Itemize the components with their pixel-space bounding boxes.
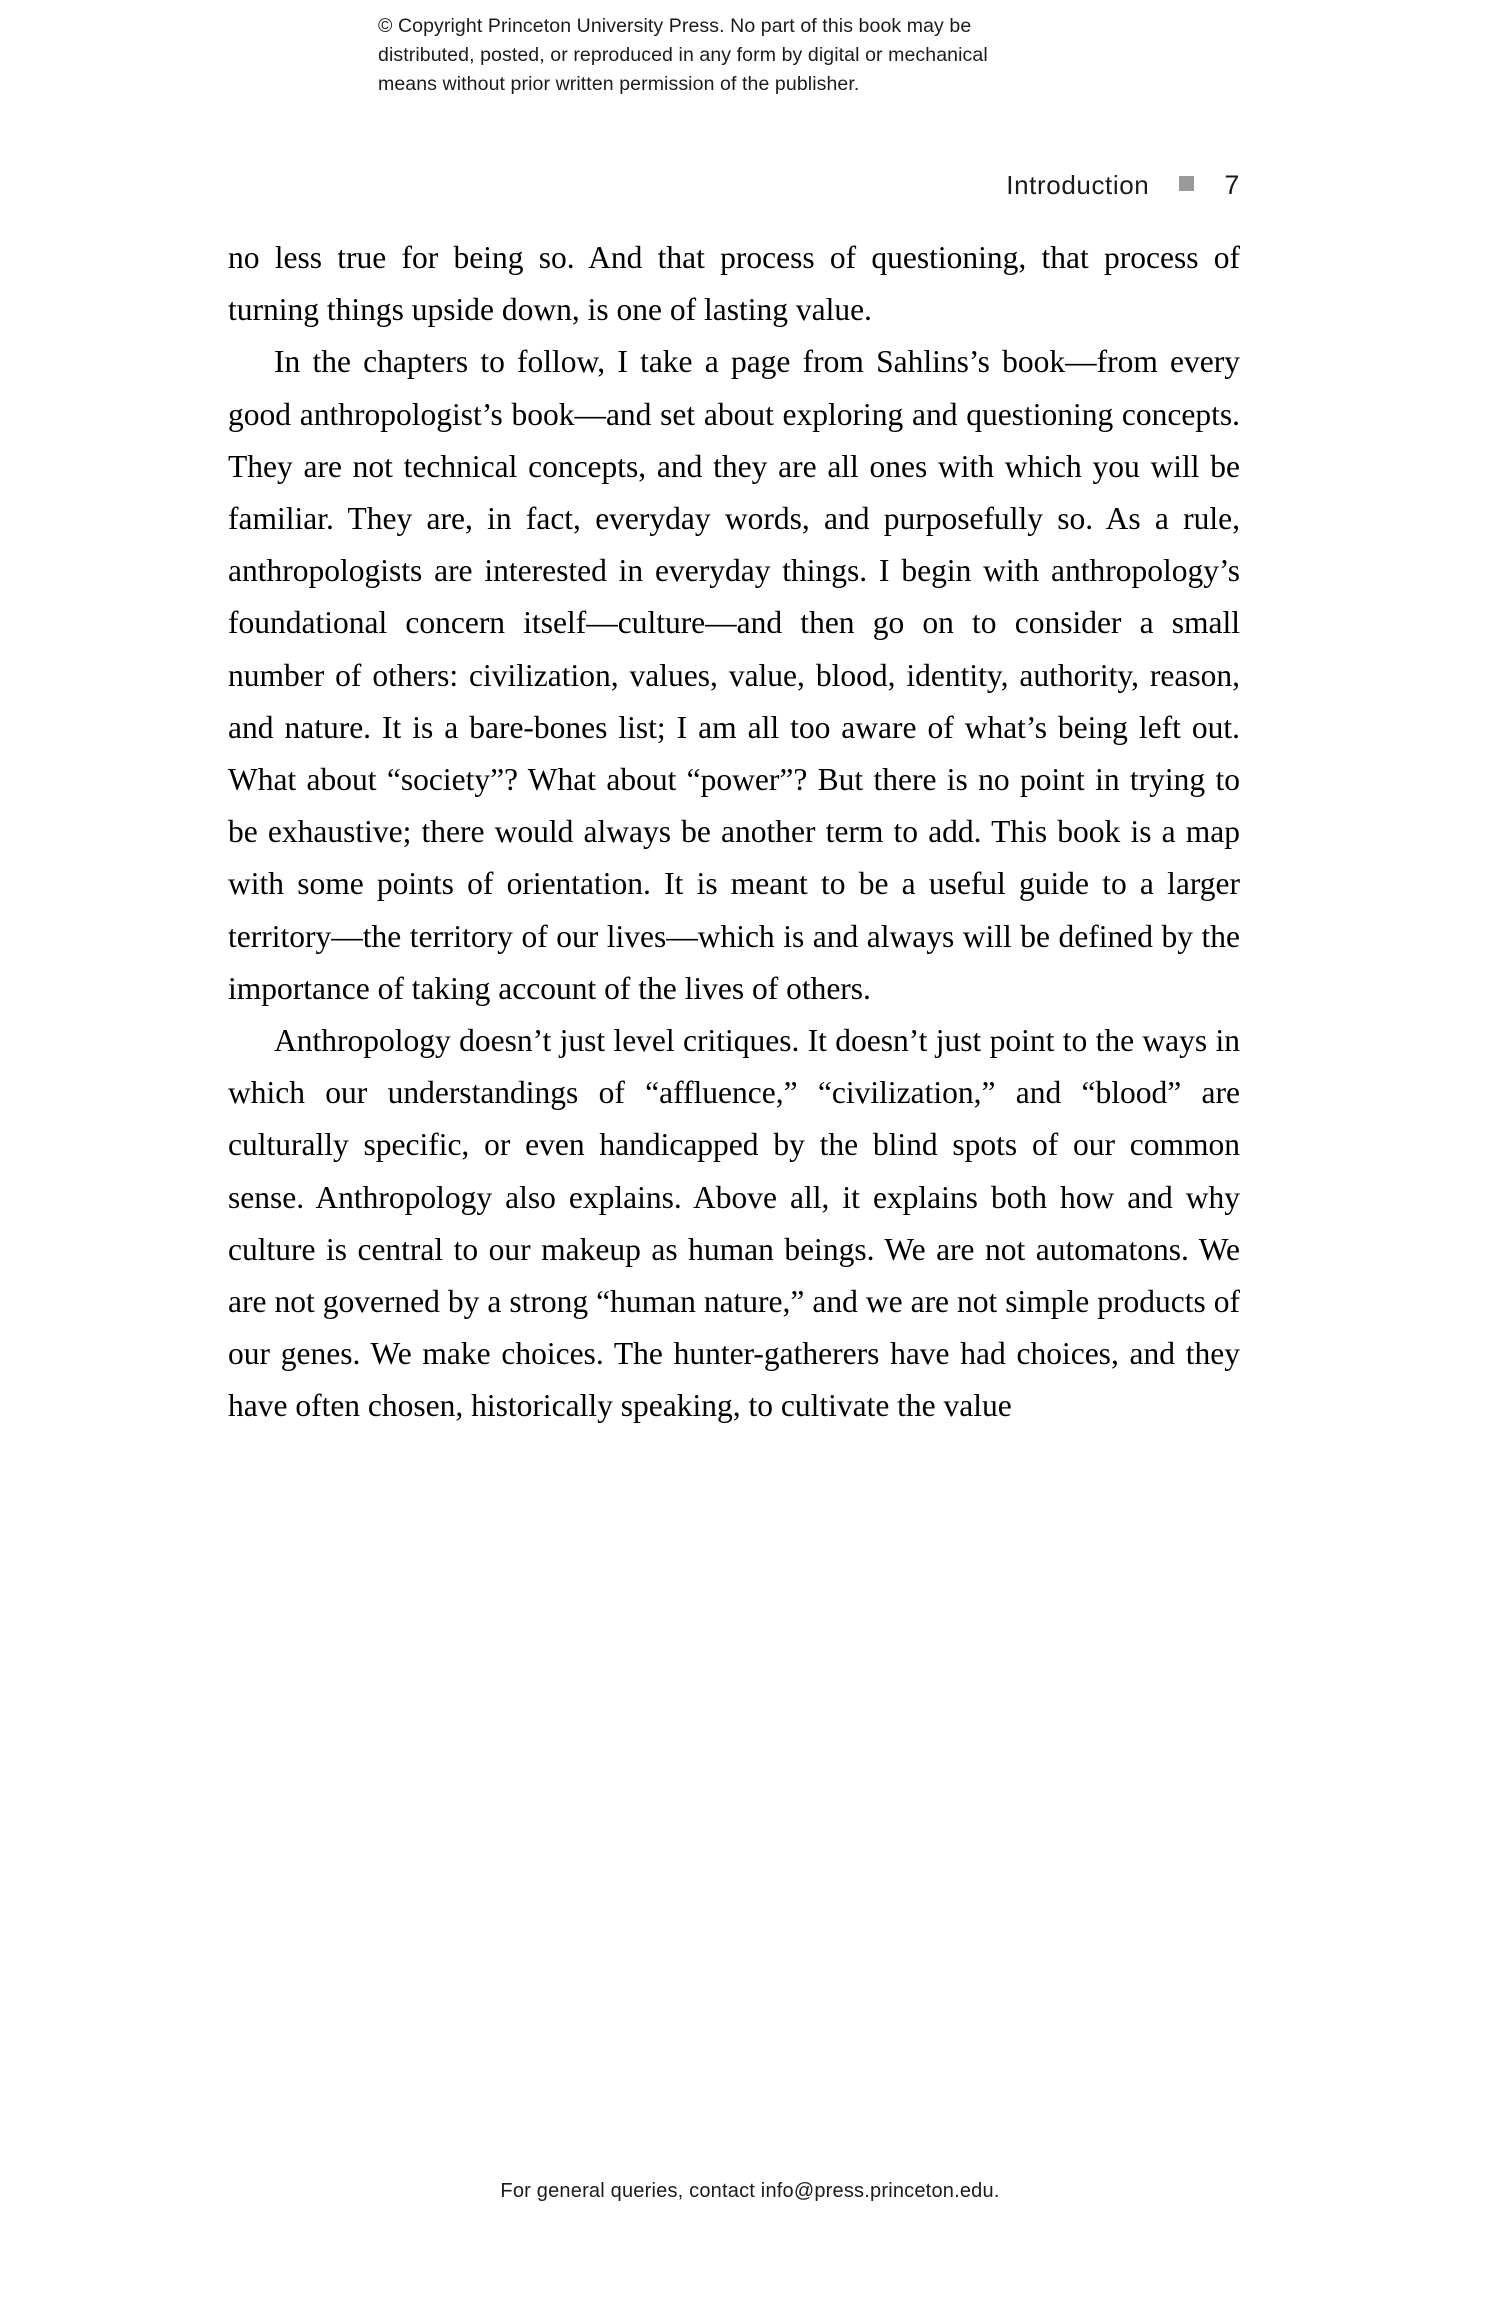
running-head-title: Introduction: [1006, 169, 1150, 200]
paragraph-2: In the chapters to follow, I take a page from Sahlins’s book—from every good anthropologist’s book—and set about exploring and questioning concepts. They are not technical concepts, and they are all ones with which you will be familiar. They are, in fact, everyday words, and purposefully so. As a rule, anthropologists are interested in everyday things. I begin with anthropology’s foundational concern itself—culture—and then go on to consider a small number of others: civilization, values, value, blood, identity, authority, reason, and nature. It is a bare-bones list; I am all too aware of what’s being left out. What about “society”? What about “power”? But there is no point in trying to be exhaustive; there would always be another term to add. This book is a map with some points of orientation. It is meant to be a useful guide to a larger territory—the territory of our lives—which is and always will be defined by the importance of taking account of the lives of others.: [228, 344, 1240, 1006]
paragraph-1: no less true for being so. And that process of questioning, that process of turning things upside down, is one of lasting value.: [228, 240, 1240, 328]
body-text: [228, 232, 1240, 1433]
copyright-line-1: © Copyright Princeton University Press. No part of this book may be: [378, 15, 972, 37]
copyright-line-3: means without prior written permission of the publisher.: [378, 72, 860, 95]
page-number: 7: [1224, 169, 1240, 200]
paragraph-3: Anthropology doesn’t just level critiques. It doesn’t just point to the ways in which our understandings of “affluence,” “civilization,” and “blood” are culturally specific, or even handicapped by the blind spots of our common sense. Anthropology also explains. Above all, it explains both how and why culture is central to our makeup as human beings. We are not automatons. We are not governed by a strong “human nature,” and we are not simple products of our genes. We make choices. The hunter-gatherers have had choices, and they have often chosen, historically speaking, to cultivate the value: [228, 1023, 1240, 1424]
footer-queries-text: For general queries, contact info@press.princeton.edu.: [500, 2180, 1000, 2202]
copyright-notice: [378, 12, 1198, 99]
copyright-line-2: distributed, posted, or reproduced in any form by digital or mechanical: [378, 43, 988, 66]
square-ornament-icon: [1179, 176, 1194, 191]
running-head: [230, 168, 1240, 201]
